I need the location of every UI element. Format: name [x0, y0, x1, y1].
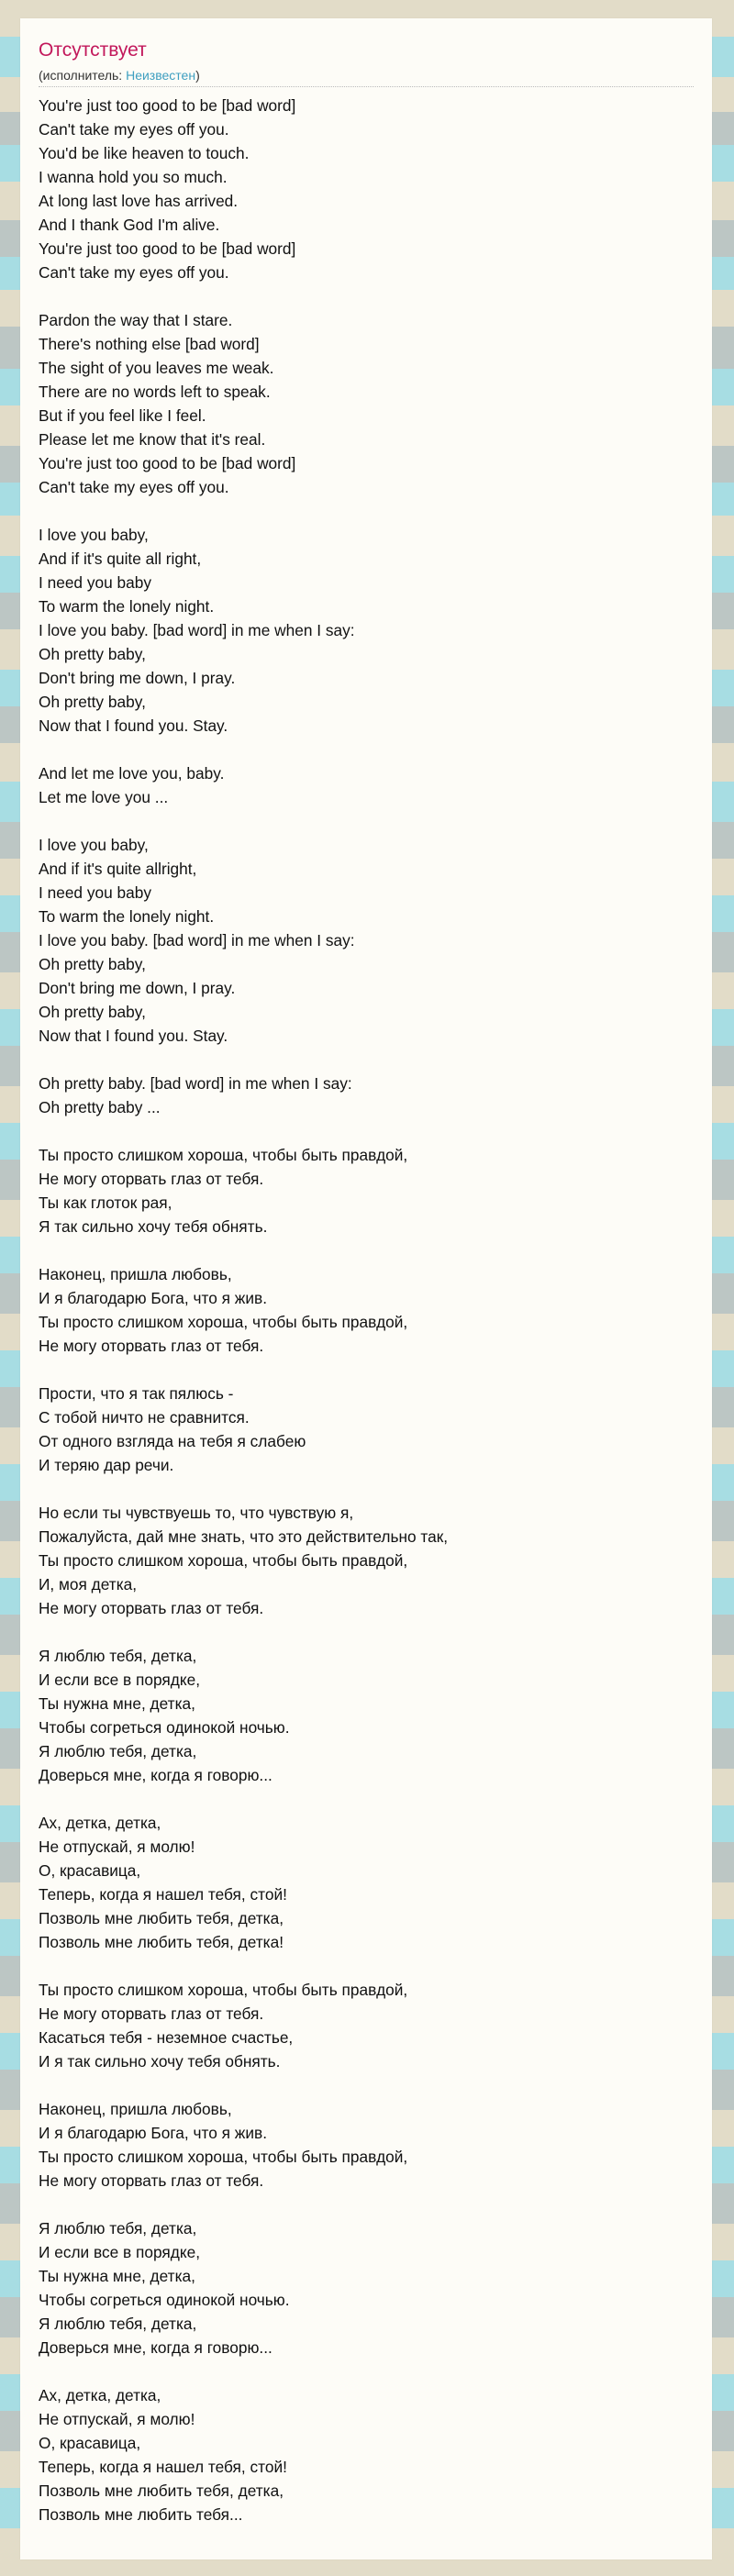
- lyric-line: Позволь мне любить тебя, детка,: [39, 2482, 284, 2500]
- lyric-line: And I thank God I'm alive.: [39, 216, 220, 234]
- lyrics-stanza: [39, 1644, 694, 1787]
- lyric-line: Не отпускай, я молю!: [39, 1838, 195, 1856]
- lyric-line: Oh pretty baby. [bad word] in me when I say:: [39, 1074, 352, 1093]
- lyrics-stanza: [39, 1978, 694, 2073]
- lyric-line: I wanna hold you so much.: [39, 168, 228, 186]
- lyric-line: Прости, что я так пялюсь -: [39, 1384, 234, 1403]
- lyric-line: The sight of you leaves me weak.: [39, 359, 274, 377]
- lyric-line: Don't bring me down, I pray.: [39, 979, 236, 997]
- lyric-line: You're just too good to be [bad word]: [39, 96, 296, 115]
- lyric-line: Чтобы согреться одинокой ночью.: [39, 2291, 290, 2309]
- lyric-line: Please let me know that it's real.: [39, 430, 266, 449]
- lyric-line: Can't take my eyes off you.: [39, 478, 229, 496]
- lyric-line: To warm the lonely night.: [39, 597, 215, 616]
- lyric-line: И я благодарю Бога, что я жив.: [39, 2124, 267, 2142]
- lyric-line: To warm the lonely night.: [39, 907, 215, 926]
- lyric-line: Не могу оторвать глаз от тебя.: [39, 2004, 264, 2023]
- lyric-line: С тобой ничто не сравнится.: [39, 1408, 250, 1427]
- lyric-line: You're just too good to be [bad word]: [39, 454, 296, 472]
- lyric-line: Касаться тебя - неземное счастье,: [39, 2028, 294, 2047]
- lyric-line: Наконец, пришла любовь,: [39, 1265, 232, 1283]
- lyric-line: And if it's quite allright,: [39, 860, 197, 878]
- lyrics-stanza: [39, 94, 694, 284]
- lyric-line: I need you baby: [39, 883, 151, 902]
- lyric-line: There's nothing else [bad word]: [39, 335, 260, 353]
- lyric-line: И, моя детка,: [39, 1575, 138, 1593]
- lyric-line: И если все в порядке,: [39, 1671, 201, 1689]
- lyric-line: Oh pretty baby ...: [39, 1098, 161, 1116]
- lyric-line: Не могу оторвать глаз от тебя.: [39, 1337, 264, 1355]
- lyrics-stanza: [39, 523, 694, 738]
- lyrics-stanza: [39, 1382, 694, 1477]
- lyric-line: Ах, детка, детка,: [39, 2386, 161, 2404]
- lyric-line: Теперь, когда я нашел тебя, стой!: [39, 2458, 287, 2476]
- lyric-line: Позволь мне любить тебя, детка!: [39, 1933, 284, 1951]
- lyric-line: Пожалуйста, дай мне знать, что это действительно так,: [39, 1527, 449, 1546]
- lyric-line: Oh pretty baby,: [39, 645, 146, 663]
- lyric-line: Ты просто слишком хороша, чтобы быть правдой,: [39, 2148, 408, 2166]
- lyrics-stanza: [39, 2097, 694, 2193]
- lyric-line: Ах, детка, детка,: [39, 1814, 161, 1832]
- lyrics-stanza: [39, 1262, 694, 1358]
- lyric-line: Доверься мне, когда я говорю...: [39, 2338, 272, 2357]
- lyrics-stanza: [39, 761, 694, 809]
- artist-link[interactable]: Неизвестен: [126, 68, 196, 83]
- lyric-line: Ты просто слишком хороша, чтобы быть правдой,: [39, 1313, 408, 1331]
- lyric-line: От одного взгляда на тебя я слабею: [39, 1432, 306, 1450]
- lyric-line: Я люблю тебя, детка,: [39, 1742, 197, 1760]
- lyric-line: Oh pretty baby,: [39, 955, 146, 973]
- lyric-line: Я люблю тебя, детка,: [39, 2219, 197, 2237]
- lyric-line: Now that I found you. Stay.: [39, 716, 228, 735]
- lyric-line: I love you baby. [bad word] in me when I say:: [39, 621, 355, 639]
- lyric-line: И я благодарю Бога, что я жив.: [39, 1289, 267, 1307]
- artist-prefix: (исполнитель:: [39, 68, 127, 83]
- lyric-line: Доверься мне, когда я говорю...: [39, 1766, 272, 1784]
- song-title: Отсутствует: [39, 39, 147, 61]
- lyric-line: Чтобы согреться одинокой ночью.: [39, 1718, 290, 1737]
- lyric-line: Can't take my eyes off you.: [39, 120, 229, 139]
- lyric-line: Наконец, пришла любовь,: [39, 2100, 232, 2118]
- lyric-line: О, красавица,: [39, 2434, 141, 2452]
- lyric-line: Не могу оторвать глаз от тебя.: [39, 2171, 264, 2190]
- lyric-line: О, красавица,: [39, 1861, 141, 1880]
- lyrics-stanza: [39, 2383, 694, 2526]
- lyric-line: Ты просто слишком хороша, чтобы быть правдой,: [39, 1981, 408, 1999]
- lyrics-stanza: [39, 1811, 694, 1954]
- lyric-line: There are no words left to speak.: [39, 383, 271, 401]
- lyric-line: Я так сильно хочу тебя обнять.: [39, 1217, 268, 1236]
- lyrics-stanza: [39, 1501, 694, 1620]
- lyric-line: И теряю дар речи.: [39, 1456, 174, 1474]
- lyric-line: Pardon the way that I stare.: [39, 311, 233, 329]
- lyric-line: Но если ты чувствуешь то, что чувствую я,: [39, 1504, 354, 1522]
- lyric-line: И если все в порядке,: [39, 2243, 201, 2261]
- lyric-line: Can't take my eyes off you.: [39, 263, 229, 282]
- lyrics-text: [39, 94, 694, 2550]
- artist-suffix: ): [195, 68, 200, 83]
- lyric-line: Ты нужна мне, детка,: [39, 1694, 195, 1713]
- lyric-line: Don't bring me down, I pray.: [39, 669, 236, 687]
- artist-line: [39, 67, 200, 83]
- lyric-line: Не отпускай, я молю!: [39, 2410, 195, 2428]
- lyric-line: And let me love you, baby.: [39, 764, 225, 783]
- header-divider: [39, 86, 694, 87]
- lyric-line: I love you baby,: [39, 836, 149, 854]
- lyric-line: Ты просто слишком хороша, чтобы быть правдой,: [39, 1146, 408, 1164]
- lyric-line: Ты нужна мне, детка,: [39, 2267, 195, 2285]
- lyric-line: Oh pretty baby,: [39, 1003, 146, 1021]
- lyric-line: Не могу оторвать глаз от тебя.: [39, 1170, 264, 1188]
- lyric-line: Oh pretty baby,: [39, 693, 146, 711]
- lyric-line: Ты просто слишком хороша, чтобы быть правдой,: [39, 1551, 408, 1570]
- lyric-line: You'd be like heaven to touch.: [39, 144, 250, 162]
- lyrics-stanza: [39, 308, 694, 499]
- lyrics-stanza: [39, 833, 694, 1048]
- lyric-line: Ты как глоток рая,: [39, 1194, 172, 1212]
- lyric-line: At long last love has arrived.: [39, 192, 239, 210]
- lyric-line: And if it's quite all right,: [39, 550, 202, 568]
- lyrics-stanza: [39, 2216, 694, 2359]
- lyric-line: Я люблю тебя, детка,: [39, 2315, 197, 2333]
- lyrics-stanza: [39, 1071, 694, 1119]
- lyric-line: Now that I found you. Stay.: [39, 1027, 228, 1045]
- lyric-line: Позволь мне любить тебя, детка,: [39, 1909, 284, 1927]
- lyric-line: Не могу оторвать глаз от тебя.: [39, 1599, 264, 1617]
- lyric-line: I love you baby,: [39, 526, 149, 544]
- lyric-line: But if you feel like I feel.: [39, 406, 206, 425]
- lyric-line: Позволь мне любить тебя...: [39, 2505, 243, 2524]
- lyric-line: Теперь, когда я нашел тебя, стой!: [39, 1885, 287, 1904]
- lyric-line: Я люблю тебя, детка,: [39, 1647, 197, 1665]
- lyric-line: I need you baby: [39, 573, 151, 592]
- lyrics-card: [20, 18, 712, 2559]
- lyric-line: I love you baby. [bad word] in me when I say:: [39, 931, 355, 949]
- lyric-line: И я так сильно хочу тебя обнять.: [39, 2052, 281, 2071]
- lyric-line: Let me love you ...: [39, 788, 169, 806]
- lyrics-stanza: [39, 1143, 694, 1238]
- lyric-line: You're just too good to be [bad word]: [39, 239, 296, 258]
